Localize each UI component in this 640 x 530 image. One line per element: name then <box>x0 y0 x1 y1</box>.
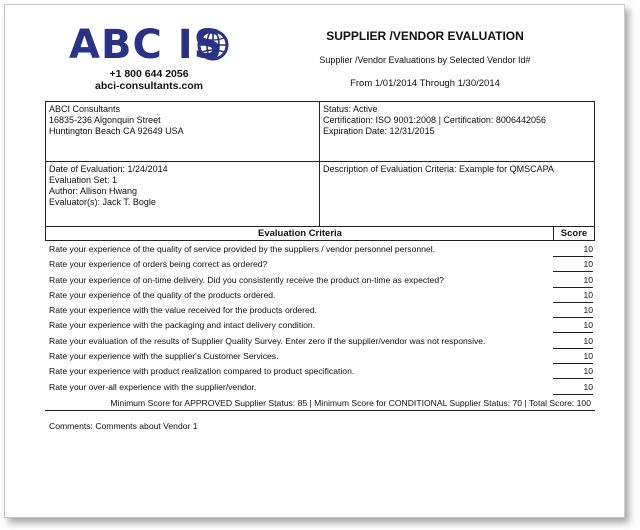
report-page <box>4 4 625 518</box>
table-row <box>45 350 595 365</box>
vendor-status-box <box>319 101 595 162</box>
report-date-range: From 1/01/2014 Through 1/30/2014 <box>350 78 500 89</box>
criteria-score: 10 <box>553 259 593 272</box>
criteria-score: 10 <box>553 366 593 379</box>
table-row <box>45 381 595 396</box>
criteria-score: 10 <box>553 244 593 257</box>
criteria-score: 10 <box>553 320 593 333</box>
evaluation-evaluators: Evaluator(s): Jack T. Bogle <box>49 197 156 207</box>
table-row <box>45 289 595 304</box>
report-subtitle: Supplier /Vendor Evaluations by Selected Vendor Id# <box>319 55 531 65</box>
vendor-status: Status: Active <box>323 104 378 114</box>
evaluation-author: Author: Allison Hwang <box>49 186 138 196</box>
criteria-question: Rate your experience of the quality of the products ordered. <box>49 289 276 300</box>
criteria-score: 10 <box>553 290 593 303</box>
report-title: SUPPLIER /VENDOR EVALUATION <box>326 29 524 43</box>
table-row <box>45 274 595 289</box>
company-logo <box>69 23 229 67</box>
vendor-city: Huntington Beach CA 92649 USA <box>49 126 184 136</box>
vendor-name: ABCI Consultants <box>49 104 121 114</box>
criteria-question: Rate your experience with the value received for the products ordered. <box>49 305 317 316</box>
criteria-question: Rate your experience of orders being correct as ordered? <box>49 259 268 270</box>
criteria-column-header: Evaluation Criteria <box>45 227 554 241</box>
vendor-certification: Certification: ISO 9001:2008 | Certification: 8006442056 <box>323 115 546 125</box>
criteria-table <box>45 243 595 396</box>
table-row <box>45 258 595 273</box>
table-row <box>45 304 595 319</box>
vendor-address-box <box>45 101 320 162</box>
criteria-score: 10 <box>553 275 593 288</box>
evaluation-info-box <box>45 161 320 227</box>
logo-text: ABC IS <box>69 22 224 68</box>
criteria-score: 10 <box>553 305 593 318</box>
evaluation-set: Evaluation Set: 1 <box>49 175 118 185</box>
vendor-expiration: Expiration Date: 12/31/2015 <box>323 126 435 136</box>
score-column-header: Score <box>553 227 595 241</box>
criteria-question: Rate your experience of the quality of service provided by the suppliers / vendor personnel personnel. <box>49 244 435 254</box>
criteria-score: 10 <box>553 351 593 364</box>
criteria-question: Rate your experience of on-time delivery. Did you consistently receive the product on-time as expected? <box>49 274 444 285</box>
criteria-description-box <box>319 161 595 227</box>
criteria-question: Rate your over-all experience with the supplier/vendor. <box>49 381 257 392</box>
criteria-question: Rate your experience with the packaging and intact delivery condition. <box>49 320 316 331</box>
vendor-comments: Comments: Comments about Vendor 1 <box>49 421 198 431</box>
table-row <box>45 319 595 334</box>
score-summary: Minimum Score for APPROVED Supplier Status: 85 | Minimum Score for CONDITIONAL Supplier Status: 70 | Total Score: 100 <box>45 398 595 411</box>
table-row <box>45 243 595 258</box>
criteria-question: Rate your experience with the supplier's Customer Services. <box>49 351 279 362</box>
evaluation-date: Date of Evaluation: 1/24/2014 <box>49 164 168 174</box>
company-phone: +1 800 644 2056 <box>109 68 189 80</box>
criteria-score: 10 <box>553 336 593 349</box>
criteria-score: 10 <box>553 382 593 395</box>
globe-icon <box>197 29 229 61</box>
vendor-street: 16835-236 Algonquin Street <box>49 115 161 125</box>
table-row <box>45 335 595 350</box>
criteria-question: Rate your evaluation of the results of Supplier Quality Survey. Enter zero if the supplier/vendor was not responsive. <box>49 335 486 346</box>
company-website: abci-consultants.com <box>95 80 203 92</box>
table-row <box>45 365 595 380</box>
criteria-question: Rate your experience with product realization compared to product specification. <box>49 366 355 377</box>
criteria-description: Description of Evaluation Criteria: Example for QMSCAPA <box>323 164 554 174</box>
